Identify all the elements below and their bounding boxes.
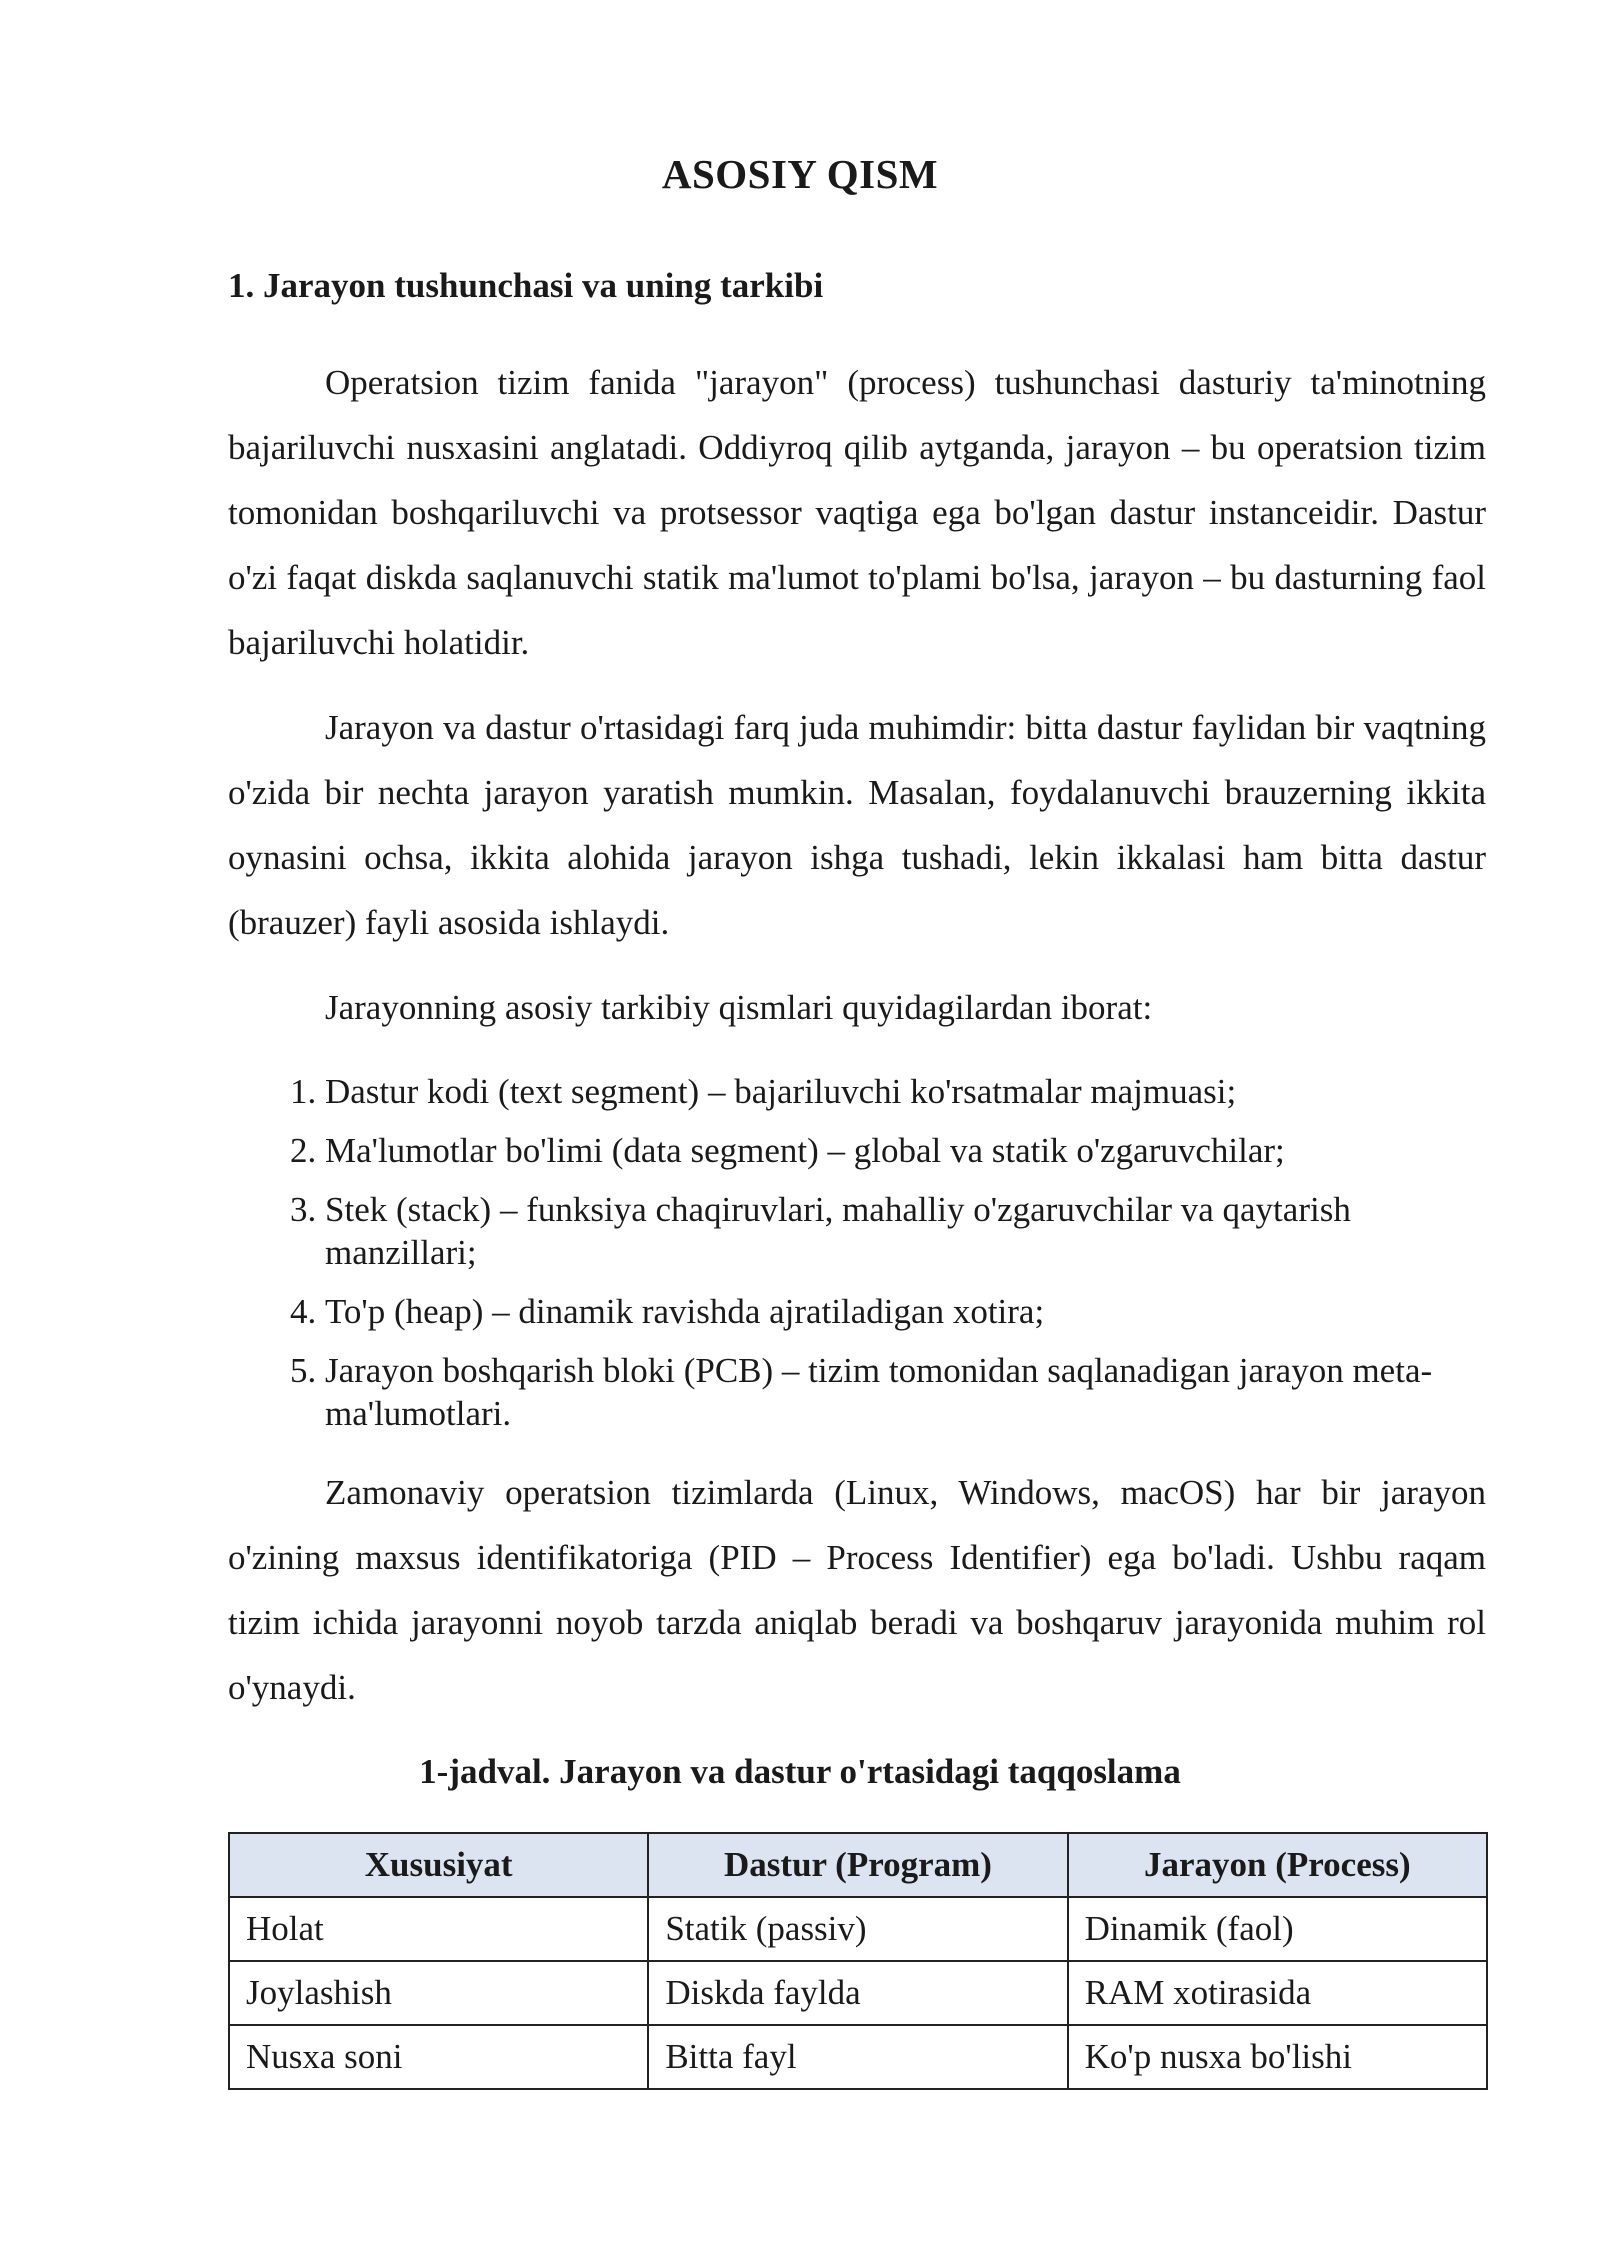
section-title: 1. Jarayon tushunchasi va uning tarkibi (228, 266, 824, 305)
list-item: 4. To'p (heap) – dinamik ravishda ajratiladigan xotira; (325, 1290, 1486, 1333)
table-cell: Holat (229, 1897, 648, 1961)
paragraph-components-intro: Jarayonning asosiy tarkibiy qismlari quyidagilardan iborat: (325, 988, 1153, 1027)
table-cell: Ko'p nusxa bo'lishi (1068, 2025, 1487, 2089)
table-cell: Bitta fayl (648, 2025, 1067, 2089)
table-cell: Diskda faylda (648, 1961, 1067, 2025)
list-item: 2. Ma'lumotlar bo'limi (data segment) – global va statik o'zgaruvchilar; (325, 1129, 1486, 1172)
header-cell: Jarayon (Process) (1068, 1833, 1487, 1897)
list-item: 3. Stek (stack) – funksiya chaqiruvlari, mahalliy o'zgaruvchilar va qaytarish manzillari; (325, 1188, 1486, 1274)
table-caption: 1-jadval. Jarayon va dastur o'rtasidagi taqqoslama (419, 1752, 1181, 1791)
table-cell: RAM xotirasida (1068, 1961, 1487, 2025)
list-item: 5. Jarayon boshqarish bloki (PCB) – tizim tomonidan saqlanadigan jarayon meta-ma'lumotlari. (325, 1349, 1486, 1435)
page-title: ASOSIY QISM (661, 151, 939, 197)
table-cell: Dinamik (faol) (1068, 1897, 1487, 1961)
table-cell: Joylashish (229, 1961, 648, 2025)
table-cell: Nusxa soni (229, 2025, 648, 2089)
paragraph-process-definition: Operatsion tizim fanida "jarayon" (process) tushunchasi dasturiy ta'minotning bajariluvchi nusxasini anglatadi. Oddiyroq qilib aytganda, jarayon – bu operatsion tizim tomonidan boshqariluvchi va protsessor vaqtiga ega bo'lgan dastur instanceidir. Dastur o'zi faqat diskda saqlanuvchi statik ma'lumot to'plami bo'lsa, jarayon – bu dasturning faol bajariluvchi holatidir. (228, 363, 1486, 662)
table-row (229, 2025, 1487, 2089)
paragraph-pid: Zamonaviy operatsion tizimlarda (Linux, Windows, macOS) har bir jarayon o'zining maxsus identifikatoriga (PID – Process Identifier) ega bo'ladi. Ushbu raqam tizim ichida jarayonni noyob tarzda aniqlab beradi va boshqaruv jarayonida muhim rol o'ynaydi. (228, 1473, 1486, 1707)
header-cell: Xususiyat (229, 1833, 648, 1897)
components-list (228, 1070, 1486, 1451)
list-item: 1. Dastur kodi (text segment) – bajariluvchi ko'rsatmalar majmuasi; (325, 1070, 1486, 1113)
table-row (229, 1897, 1487, 1961)
table-cell: Statik (passiv) (648, 1897, 1067, 1961)
comparison-table (228, 1832, 1488, 2090)
table-header-row (229, 1833, 1487, 1897)
table-row (229, 1961, 1487, 2025)
paragraph-process-vs-program: Jarayon va dastur o'rtasidagi farq juda muhimdir: bitta dastur faylidan bir vaqtning o'zida bir nechta jarayon yaratish mumkin. Masalan, foydalanuvchi brauzerning ikkita oynasini ochsa, ikkita alohida jarayon ishga tushadi, lekin ikkalasi ham bitta dastur (brauzer) fayli asosida ishlaydi. (228, 708, 1486, 942)
header-cell: Dastur (Program) (648, 1833, 1067, 1897)
